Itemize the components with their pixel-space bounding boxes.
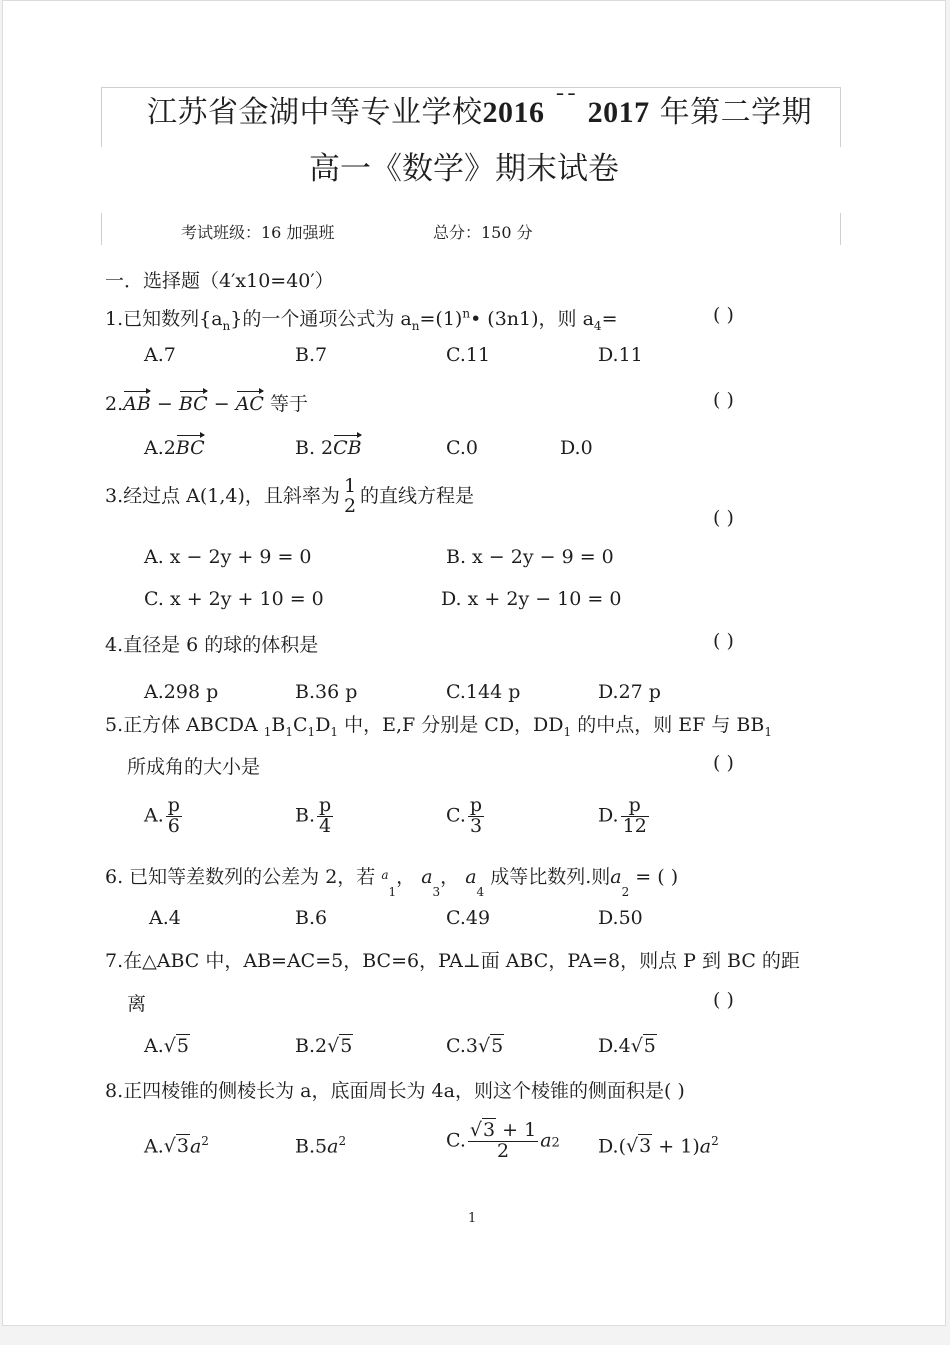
question-8: 8.正四棱锥的侧棱长为 a，底面周长为 4a，则这个棱锥的侧面积是( ) xyxy=(105,1080,685,1102)
q3-option-c: C. x + 2y + 10 = 0 xyxy=(144,588,324,610)
exam-title-line1 xyxy=(147,87,812,131)
question-4: 4.直径是 6 的球的体积是 xyxy=(105,634,319,656)
question-5: 5.正方体 ABCDA $_1B_1C_1D_1$ 中，E,F 分别是 CD，$DD_1$ 的中点，则 EF 与 $BB_1$ xyxy=(105,714,772,739)
q6-option-d: D.50 xyxy=(598,907,643,929)
q7-option-b: B.2√5 xyxy=(295,1035,353,1057)
question-1: 1.已知数列$\{a_n\}$的一个通项公式为 $a_n=(1)^n•$ (3n1)，则 $a_4=$ xyxy=(105,306,618,333)
q8-option-b: $B.5a^2$ xyxy=(295,1134,347,1158)
exam-title-line2: 高一《数学》期末试卷 xyxy=(309,151,619,187)
q7-option-a: A.√5 xyxy=(144,1035,189,1057)
q5-option-d: D. $\frac{p}{12}$ xyxy=(598,794,647,837)
exam-page xyxy=(2,0,946,1326)
score-label: 总分：150 分 xyxy=(433,223,533,242)
q1-option-a: A.7 xyxy=(144,344,176,366)
section-heading: 一．选择题（4′x10=40′） xyxy=(105,270,334,292)
q5-option-a: A. $\frac{p}{6}$ xyxy=(144,794,180,837)
semester: 年第二学期 xyxy=(659,95,813,130)
question-2: 2.AB − BC − AC 等于 xyxy=(105,393,309,415)
q2-option-c: C.0 xyxy=(446,437,478,459)
q3-option-d: D. x + 2y − 10 = 0 xyxy=(441,588,622,610)
q3-option-a: A. x − 2y + 9 = 0 xyxy=(144,546,312,568)
header-frame-right xyxy=(840,87,841,147)
answer-paren-4: ( ) xyxy=(713,630,734,652)
question-7: 7.在△ABC 中，AB=AC=5，BC=6，PA⊥面 ABC，PA=8，则点 P 到 BC 的距 xyxy=(105,950,800,972)
page-number: 1 xyxy=(468,1211,477,1226)
q7-option-c: C.3√5 xyxy=(446,1035,504,1057)
question-6: 6. 已知等差数列的公差为 2，若 $^a_1$， $a_3$， $a_4$ 成等比数列.则$a_2$ = ( ) xyxy=(105,866,679,899)
info-frame-left xyxy=(101,213,102,245)
q1-option-c: C.11 xyxy=(446,344,491,366)
q4-option-c: C.144 p xyxy=(446,681,521,703)
q8-option-c: C. $\frac{√3 + 1}{2}$ a2 xyxy=(446,1119,560,1162)
question-5-line2: 所成角的大小是 xyxy=(127,756,261,778)
q5-option-c: C. $\frac{p}{3}$ xyxy=(446,794,483,837)
q4-option-a: A.298 p xyxy=(144,681,219,703)
q1-option-b: B.7 xyxy=(295,344,328,366)
q6-option-a: A.4 xyxy=(149,907,181,929)
q7-option-d: D.4√5 xyxy=(598,1035,656,1057)
class-label: 考试班级：16 加强班 xyxy=(181,223,335,242)
q5-option-b: B. $\frac{p}{4}$ xyxy=(295,794,332,837)
school-name: 江苏省金湖中等专业学校 xyxy=(147,95,483,130)
q8-option-d: $D.(√3 + 1)a^2$ xyxy=(598,1134,719,1158)
answer-paren-7: ( ) xyxy=(713,989,734,1011)
q6-option-c: C.49 xyxy=(446,907,491,929)
answer-paren-5: ( ) xyxy=(713,752,734,774)
question-3: 3.经过点 A(1,4)，且斜率为 1 2 的直线方程是 xyxy=(105,475,475,517)
q1-option-d: D.11 xyxy=(598,344,643,366)
q4-option-b: B.36 p xyxy=(295,681,358,703)
q4-option-d: D.27 p xyxy=(598,681,661,703)
year-end: 2017 xyxy=(587,96,650,129)
year-start: 2016 xyxy=(482,96,545,129)
info-frame-right xyxy=(840,213,841,245)
header-frame-left xyxy=(101,87,102,147)
answer-paren-2: ( ) xyxy=(713,389,734,411)
q2-option-b: B. 2CB xyxy=(295,437,362,459)
q2-option-d: D.0 xyxy=(560,437,593,459)
year-dash: ¯¯ xyxy=(554,91,578,116)
answer-paren-1: ( ) xyxy=(713,304,734,326)
question-7-line2: 离 xyxy=(127,993,147,1015)
q3-option-b: B. x − 2y − 9 = 0 xyxy=(446,546,614,568)
q8-option-a: $A.√3a^2$ xyxy=(144,1134,209,1158)
q2-option-a: A.2BC xyxy=(144,437,205,459)
answer-paren-3: ( ) xyxy=(713,507,734,529)
q6-option-b: B.6 xyxy=(295,907,328,929)
